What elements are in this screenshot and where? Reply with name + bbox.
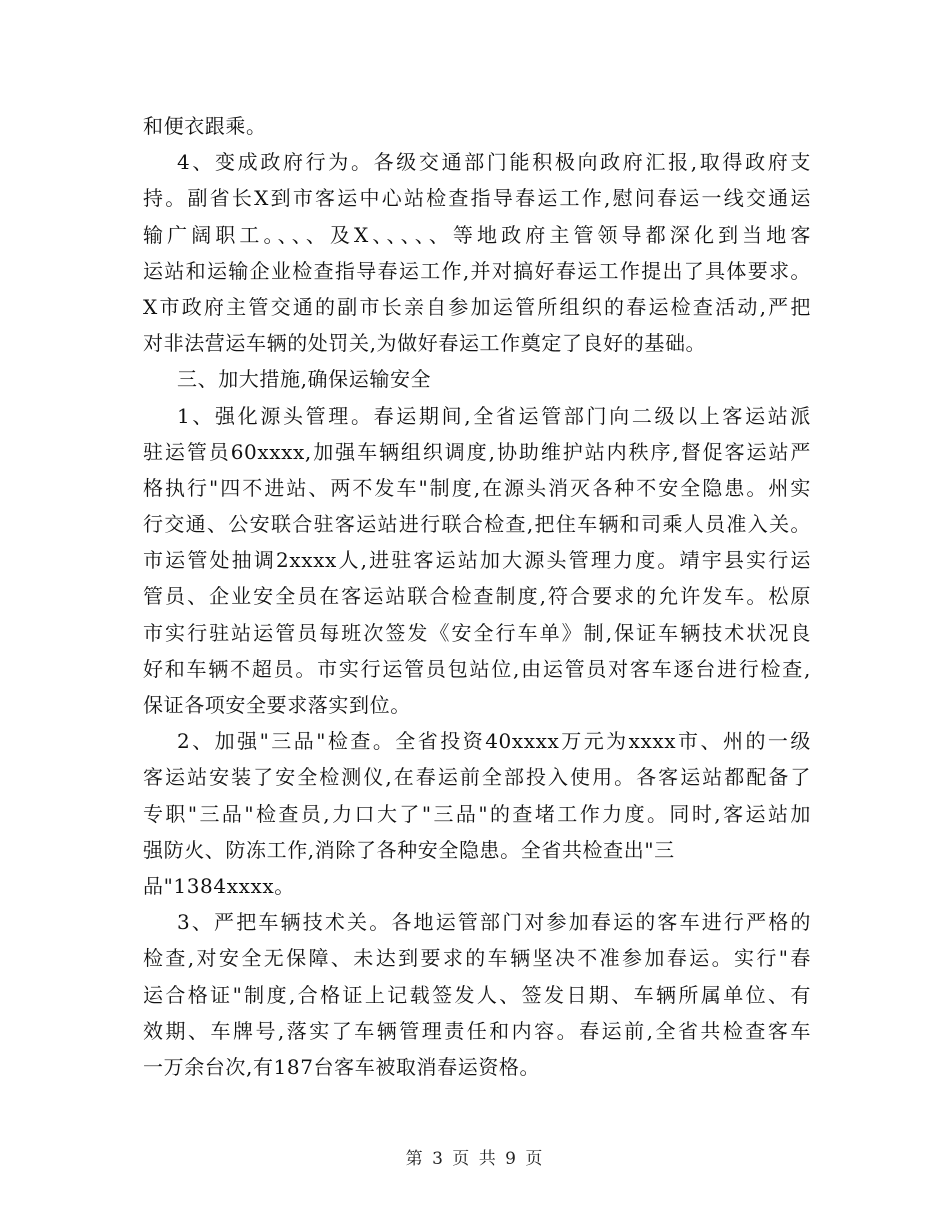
text-line: X市政府主管交通的副市长亲自参加运管所组织的春运检查活动,严把 (143, 294, 811, 319)
text-line: 驻运管员60xxxx,加强车辆组织调度,协助维护站内秩序,督促客运站严 (143, 439, 811, 464)
text-line: 行交通、公安联合驻客运站进行联合检查,把住车辆和司乘人员准入关。 (143, 512, 811, 537)
text-line: 效期、车牌号,落实了车辆管理责任和内容。春运前,全省共检查客车 (143, 1018, 811, 1043)
text-line: 管员、企业安全员在客运站联合检查制度,符合要求的允许发车。松原 (143, 584, 811, 609)
text-line: 输广阔职工。、、、及X、、、、、等地政府主管领导都深化到当地客 (143, 222, 811, 247)
text-line: 三、加大措施,确保运输安全 (177, 367, 432, 392)
text-line: 市实行驻站运管员每班次签发《安全行车单》制,保证车辆技术状况良 (143, 620, 811, 645)
text-line: 好和车辆不超员。市实行运管员包站位,由运管员对客车逐台进行检查, (143, 656, 811, 681)
text-line: 品"1384xxxx。 (143, 873, 295, 898)
text-line: 1、强化源头管理。春运期间,全省运管部门向二级以上客运站派 (177, 403, 811, 428)
text-line: 持。副省长X到市客运中心站检查指导春运工作,慰问春运一线交通运 (143, 186, 811, 211)
page-footer: 第 3 页 共 9 页 (405, 1149, 545, 1169)
text-line: 检查,对安全无保障、未达到要求的车辆坚决不准参加春运。实行"春 (143, 946, 811, 971)
text-line: 运合格证"制度,合格证上记载签发人、签发日期、车辆所属单位、有 (143, 982, 811, 1007)
text-line: 市运管处抽调2xxxx人,进驻客运站加大源头管理力度。靖宇县实行运 (143, 548, 811, 573)
text-line: 和便衣跟乘。 (143, 114, 267, 138)
text-line: 一万余台次,有187台客车被取消春运资格。 (143, 1054, 541, 1079)
text-line: 对非法营运车辆的处罚关,为做好春运工作奠定了良好的基础。 (143, 331, 707, 356)
text-line: 格执行"四不进站、两不发车"制度,在源头消灭各种不安全隐患。州实 (143, 475, 811, 500)
text-line: 专职"三品"检查员,力口大了"三品"的查堵工作力度。同时,客运站加 (143, 801, 811, 826)
text-line: 3、严把车辆技术关。各地运管部门对参加春运的客车进行严格的 (177, 910, 811, 935)
text-line: 客运站安装了安全检测仪,在春运前全部投入使用。各客运站都配备了 (143, 765, 811, 790)
text-line: 强防火、防冻工作,消除了各种安全隐患。全省共检查出"三 (143, 837, 675, 862)
document-body (143, 108, 811, 1085)
text-line: 运站和运输企业检查指导春运工作,并对搞好春运工作提出了具体要求。 (143, 258, 811, 283)
text-line: 2、加强"三品"检查。全省投资40xxxx万元为xxxx市、州的一级 (177, 729, 811, 754)
text-line: 4、变成政府行为。各级交通部门能积极向政府汇报,取得政府支 (177, 150, 811, 175)
text-line: 保证各项安全要求落实到位。 (143, 693, 411, 717)
